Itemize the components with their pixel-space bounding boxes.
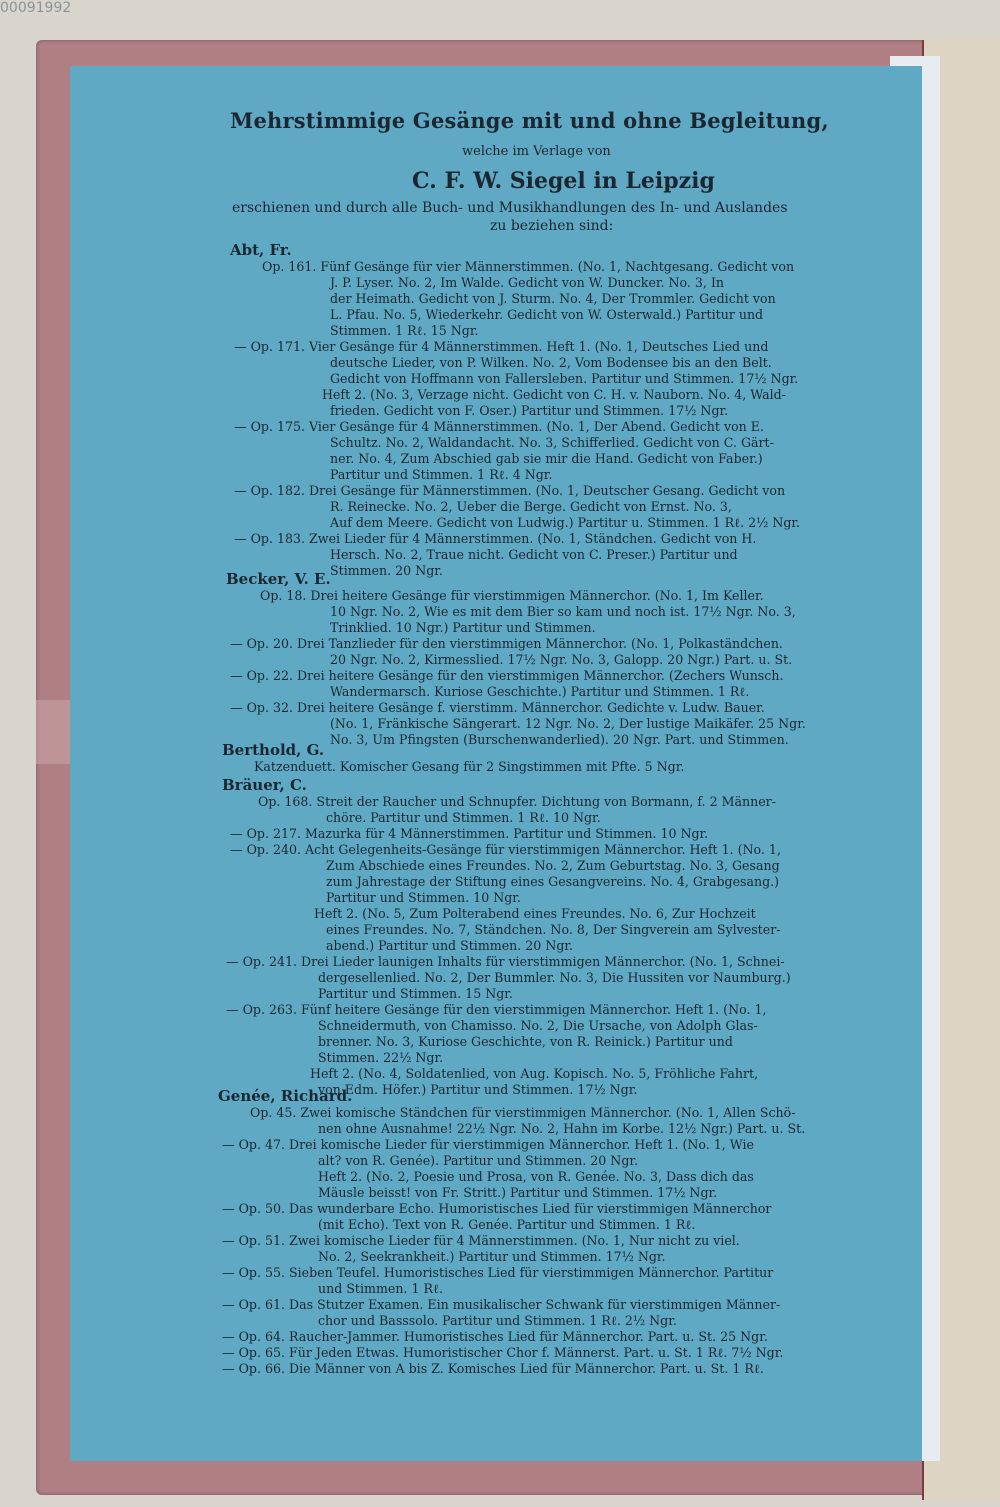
catalogue-line: Heft 2. (No. 5, Zum Polterabend eines Freundes. No. 6, Zur Hochzeit bbox=[314, 906, 756, 921]
catalogue-line: Op. 45. Zwei komische Ständchen für vierstimmigen Männerchor. (No. 1, Allen Schö- bbox=[250, 1105, 796, 1120]
catalogue-line: (mit Echo). Text von R. Genée. Partitur und Stimmen. 1 Rℓ. bbox=[318, 1217, 696, 1232]
catalogue-line: Auf dem Meere. Gedicht von Ludwig.) Partitur u. Stimmen. 1 Rℓ. 2½ Ngr. bbox=[330, 515, 801, 530]
catalogue-line: dergesellenlied. No. 2, Der Bummler. No. 3, Die Hussiten vor Naumburg.) bbox=[318, 970, 791, 985]
shelfmark-number: 00091992 bbox=[0, 0, 72, 16]
composer-heading: Becker, V. E. bbox=[226, 570, 331, 588]
catalogue-line: und Stimmen. 1 Rℓ. bbox=[318, 1281, 443, 1296]
catalogue-line: Partitur und Stimmen. 10 Ngr. bbox=[326, 890, 521, 905]
catalogue-line: — Op. 32. Drei heitere Gesänge f. vierstimm. Männerchor. Gedichte v. Ludw. Bauer. bbox=[230, 700, 765, 715]
catalogue-line: Stimmen. 22½ Ngr. bbox=[318, 1050, 444, 1065]
catalogue-line: R. Reinecke. No. 2, Ueber die Berge. Gedicht von Ernst. No. 3, bbox=[330, 499, 732, 514]
composer-heading: Genée, Richard. bbox=[218, 1087, 353, 1105]
catalogue-line: No. 3, Um Pfingsten (Burschenwanderlied). 20 Ngr. Part. und Stimmen. bbox=[330, 732, 789, 747]
catalogue-line: — Op. 22. Drei heitere Gesänge für den vierstimmigen Männerchor. (Zechers Wunsch. bbox=[230, 668, 784, 683]
catalogue-line: Partitur und Stimmen. 15 Ngr. bbox=[318, 986, 513, 1001]
catalogue-line: Schneidermuth, von Chamisso. No. 2, Die Ursache, von Adolph Glas- bbox=[318, 1018, 758, 1033]
catalogue-line: — Op. 182. Drei Gesänge für Männerstimmen. (No. 1, Deutscher Gesang. Gedicht von bbox=[234, 483, 786, 498]
catalogue-line: — Op. 263. Fünf heitere Gesänge für den vierstimmigen Männerchor. Heft 1. (No. 1, bbox=[226, 1002, 767, 1017]
publisher-name: C. F. W. Siegel in Leipzig bbox=[412, 168, 715, 194]
catalogue-line: abend.) Partitur und Stimmen. 20 Ngr. bbox=[326, 938, 574, 953]
catalogue-line: Heft 2. (No. 2, Poesie und Prosa, von R. Genée. No. 3, Dass dich das bbox=[318, 1169, 754, 1184]
catalogue-line: — Op. 65. Für Jeden Etwas. Humoristischer Chor f. Männerst. Part. u. St. 1 Rℓ. 7½ Ngr. bbox=[222, 1345, 784, 1360]
catalogue-line: deutsche Lieder, von P. Wilken. No. 2, Vom Bodensee bis an den Belt. bbox=[330, 355, 772, 370]
catalogue-line: J. P. Lyser. No. 2, Im Walde. Gedicht von W. Duncker. No. 3, In bbox=[330, 275, 725, 290]
catalogue-line: — Op. 240. Acht Gelegenheits-Gesänge für vierstimmigen Männerchor. Heft 1. (No. 1, bbox=[230, 842, 781, 857]
catalogue-line: frieden. Gedicht von F. Oser.) Partitur und Stimmen. 17½ Ngr. bbox=[330, 403, 729, 418]
composer-heading: Abt, Fr. bbox=[230, 241, 292, 259]
page-title: Mehrstimmige Gesänge mit und ohne Begleitung, bbox=[230, 108, 829, 133]
catalogue-line: — Op. 61. Das Stutzer Examen. Ein musikalischer Schwank für vierstimmigen Männer- bbox=[222, 1297, 781, 1312]
catalogue-line: (No. 1, Fränkische Sängerart. 12 Ngr. No. 2, Der lustige Maikäfer. 25 Ngr. bbox=[330, 716, 806, 731]
composer-heading: Bräuer, C. bbox=[222, 776, 307, 794]
catalogue-line: Zum Abschiede eines Freundes. No. 2, Zum Geburtstag. No. 3, Gesang bbox=[326, 858, 780, 873]
catalogue-line: 10 Ngr. No. 2, Wie es mit dem Bier so kam und noch ist. 17½ Ngr. No. 3, bbox=[330, 604, 796, 619]
catalogue-line: Op. 168. Streit der Raucher und Schnupfer. Dichtung von Bormann, f. 2 Männer- bbox=[258, 794, 776, 809]
catalogue-line: der Heimath. Gedicht von J. Sturm. No. 4, Der Trommler. Gedicht von bbox=[330, 291, 776, 306]
catalogue-line: Stimmen. 20 Ngr. bbox=[330, 563, 443, 578]
catalogue-line: — Op. 47. Drei komische Lieder für vierstimmigen Männerchor. Heft 1. (No. 1, Wie bbox=[222, 1137, 754, 1152]
catalogue-line: — Op. 183. Zwei Lieder für 4 Männerstimmen. (No. 1, Ständchen. Gedicht von H. bbox=[234, 531, 757, 546]
catalogue-line: chöre. Partitur und Stimmen. 1 Rℓ. 10 Ngr. bbox=[326, 810, 601, 825]
catalogue-line: von Edm. Höfer.) Partitur und Stimmen. 17½ Ngr. bbox=[318, 1082, 638, 1097]
catalogue-line: Hersch. No. 2, Traue nicht. Gedicht von C. Preser.) Partitur und bbox=[330, 547, 738, 562]
catalogue-line: — Op. 66. Die Männer von A bis Z. Komisches Lied für Männerchor. Part. u. St. 1 Rℓ. bbox=[222, 1361, 764, 1376]
catalogue-line: Heft 2. (No. 3, Verzage nicht. Gedicht von C. H. v. Nauborn. No. 4, Wald- bbox=[322, 387, 786, 402]
catalogue-line: Stimmen. 1 Rℓ. 15 Ngr. bbox=[330, 323, 479, 338]
catalogue-line: nen ohne Ausnahme! 22½ Ngr. No. 2, Hahn im Korbe. 12½ Ngr.) Part. u. St. bbox=[318, 1121, 806, 1136]
catalogue-line: — Op. 64. Raucher-Jammer. Humoristisches Lied für Männerchor. Part. u. St. 25 Ngr. bbox=[222, 1329, 768, 1344]
intro-line: zu beziehen sind: bbox=[490, 218, 614, 234]
catalogue-line: Heft 2. (No. 4, Soldatenlied, von Aug. Kopisch. No. 5, Fröhliche Fahrt, bbox=[310, 1066, 759, 1081]
catalogue-line: — Op. 50. Das wunderbare Echo. Humoristisches Lied für vierstimmigen Männerchor bbox=[222, 1201, 772, 1216]
catalogue-line: brenner. No. 3, Kuriose Geschichte, von R. Reinick.) Partitur und bbox=[318, 1034, 733, 1049]
catalogue-line: Schultz. No. 2, Waldandacht. No. 3, Schifferlied. Gedicht von C. Gärt- bbox=[330, 435, 774, 450]
composer-heading: Berthold, G. bbox=[222, 741, 325, 759]
catalogue-line: Mäusle beisst! von Fr. Stritt.) Partitur und Stimmen. 17½ Ngr. bbox=[318, 1185, 718, 1200]
catalogue-line: — Op. 175. Vier Gesänge für 4 Männerstimmen. (No. 1, Der Abend. Gedicht von E. bbox=[234, 419, 764, 434]
catalogue-line: Partitur und Stimmen. 1 Rℓ. 4 Ngr. bbox=[330, 467, 553, 482]
catalogue-line: Op. 161. Fünf Gesänge für vier Männerstimmen. (No. 1, Nachtgesang. Gedicht von bbox=[262, 259, 795, 274]
catalogue-line: alt? von R. Genée). Partitur und Stimmen. 20 Ngr. bbox=[318, 1153, 639, 1168]
catalogue-line: Katzenduett. Komischer Gesang für 2 Singstimmen mit Pfte. 5 Ngr. bbox=[254, 759, 685, 774]
intro-line: erschienen und durch alle Buch- und Musikhandlungen des In- und Auslandes bbox=[232, 200, 788, 216]
catalogue-line: zum Jahrestage der Stiftung eines Gesangvereins. No. 4, Grabgesang.) bbox=[326, 874, 780, 889]
catalogue-line: Gedicht von Hoffmann von Fallersleben. Partitur und Stimmen. 17½ Ngr. bbox=[330, 371, 799, 386]
catalogue-line: ner. No. 4, Zum Abschied gab sie mir die Hand. Gedicht von Faber.) bbox=[330, 451, 763, 466]
catalogue-line: L. Pfau. No. 5, Wiederkehr. Gedicht von W. Osterwald.) Partitur und bbox=[330, 307, 764, 322]
catalogue-line: No. 2, Seekrankheit.) Partitur und Stimmen. 17½ Ngr. bbox=[318, 1249, 666, 1264]
catalogue-line: Wandermarsch. Kuriose Geschichte.) Partitur und Stimmen. 1 Rℓ. bbox=[330, 684, 750, 699]
catalogue-line: Trinklied. 10 Ngr.) Partitur und Stimmen. bbox=[330, 620, 596, 635]
catalogue-line: — Op. 55. Sieben Teufel. Humoristisches Lied für vierstimmigen Männerchor. Partitur bbox=[222, 1265, 774, 1280]
catalogue-line: 20 Ngr. No. 2, Kirmesslied. 17½ Ngr. No. 3, Galopp. 20 Ngr.) Part. u. St. bbox=[330, 652, 793, 667]
subtitle: welche im Verlage von bbox=[462, 144, 611, 159]
catalogue-line: — Op. 171. Vier Gesänge für 4 Männerstimmen. Heft 1. (No. 1, Deutsches Lied und bbox=[234, 339, 769, 354]
catalogue-line: chor und Basssolo. Partitur und Stimmen. 1 Rℓ. 2½ Ngr. bbox=[318, 1313, 677, 1328]
catalogue-line: — Op. 217. Mazurka für 4 Männerstimmen. Partitur und Stimmen. 10 Ngr. bbox=[230, 826, 709, 841]
catalogue-line: — Op. 241. Drei Lieder launigen Inhalts für vierstimmigen Männerchor. (No. 1, Schnei- bbox=[226, 954, 785, 969]
catalogue-line: eines Freundes. No. 7, Ständchen. No. 8, Der Singverein am Sylvester- bbox=[326, 922, 781, 937]
catalogue-line: — Op. 51. Zwei komische Lieder für 4 Männerstimmen. (No. 1, Nur nicht zu viel. bbox=[222, 1233, 740, 1248]
catalogue-line: Op. 18. Drei heitere Gesänge für vierstimmigen Männerchor. (No. 1, Im Keller. bbox=[260, 588, 764, 603]
catalogue-line: — Op. 20. Drei Tanzlieder für den vierstimmigen Männerchor. (No. 1, Polkaständchen. bbox=[230, 636, 783, 651]
